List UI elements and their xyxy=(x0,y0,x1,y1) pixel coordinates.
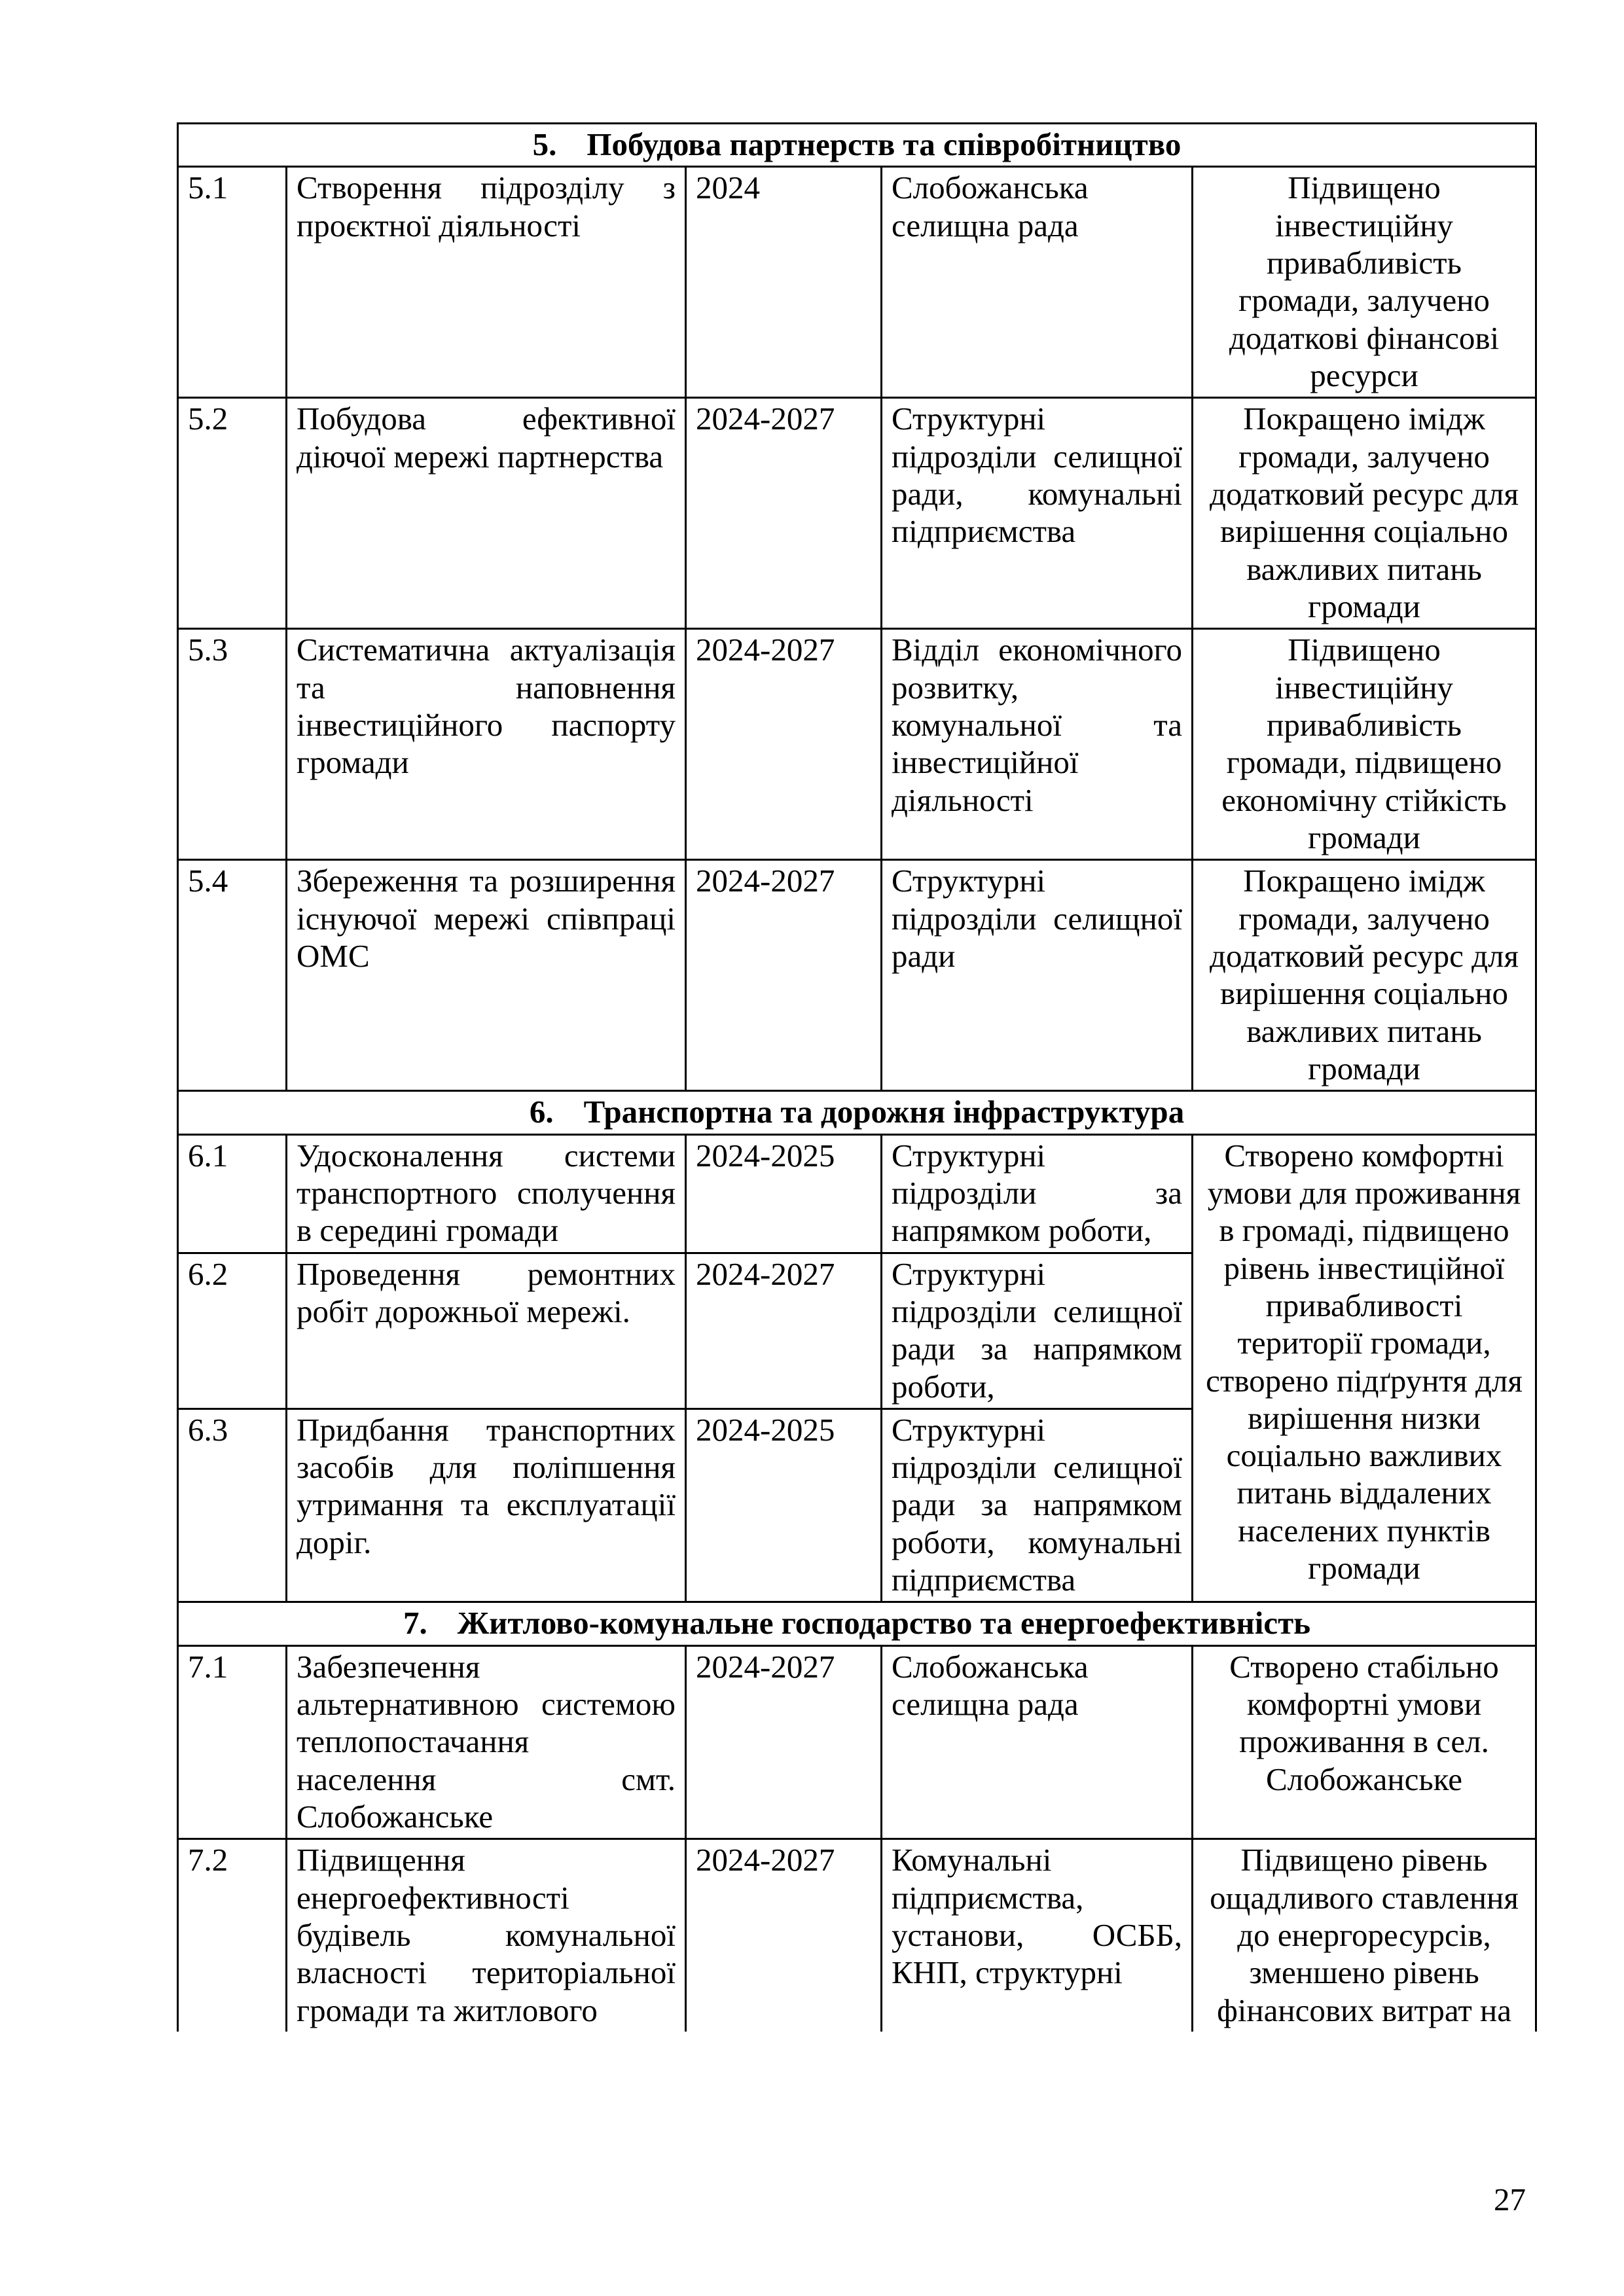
years-cell: 2024-2027 xyxy=(686,629,882,860)
result-cell: Підвищено рівень ощадливого ставлення до енергоресурсів, зменшено рівень фінансових витрат на xyxy=(1193,1839,1536,2032)
result-cell: Підвищено інвестиційну привабливість громади, залучено додаткові фінансові ресурси xyxy=(1193,167,1536,398)
section-title: Транспортна та дорожня інфраструктура xyxy=(583,1094,1185,1130)
table-row xyxy=(178,860,1536,1091)
row-number-cell: 5.3 xyxy=(178,629,287,860)
responsible-cell: Структурні підрозділи селищної ради за напрямком роботи, xyxy=(882,1253,1193,1408)
responsible-cell: Відділ економічного розвитку, комунальної та інвестиційної діяльності xyxy=(882,629,1193,860)
row-number-cell: 6.2 xyxy=(178,1253,287,1408)
action-cell: Забезпечення альтернативною системою теплопостачання населення смт. Слобожанське xyxy=(287,1645,686,1839)
result-cell: Покращено імідж громади, залучено додатковий ресурс для вирішення соціально важливих питань громади xyxy=(1193,860,1536,1091)
row-number-cell: 6.3 xyxy=(178,1408,287,1602)
result-cell-merged: Створено комфортні умови для проживання в громаді, підвищено рівень інвестиційної привабливості території громади, створено підґрунтя для вирішення низки соціально важливих питань віддалених населених пунктів громади xyxy=(1193,1134,1536,1602)
years-cell: 2024-2027 xyxy=(686,1645,882,1839)
row-number-cell: 7.2 xyxy=(178,1839,287,2032)
table-row xyxy=(178,1839,1536,2032)
result-cell: Покращено імідж громади, залучено додатковий ресурс для вирішення соціально важливих питань громади xyxy=(1193,398,1536,629)
action-cell: Проведення ремонтних робіт дорожньої мережі. xyxy=(287,1253,686,1408)
section-header-cell xyxy=(178,1602,1536,1645)
responsible-cell: Слобожанська селищна рада xyxy=(882,167,1193,398)
section-number: 6. xyxy=(529,1094,554,1130)
action-plan-table xyxy=(177,122,1537,2032)
years-cell: 2024-2027 xyxy=(686,1253,882,1408)
responsible-cell: Структурні підрозділи селищної ради за напрямком роботи, комунальні підприємства xyxy=(882,1408,1193,1602)
table-row xyxy=(178,1645,1536,1839)
result-cell: Підвищено інвестиційну привабливість громади, підвищено економічну стійкість громади xyxy=(1193,629,1536,860)
result-cell: Створено стабільно комфортні умови проживання в сел. Слобожанське xyxy=(1193,1645,1536,1839)
years-cell: 2024-2027 xyxy=(686,1839,882,2032)
section-number: 7. xyxy=(403,1605,427,1641)
responsible-cell: Комунальні підприємства, установи, ОСББ, КНП, структурні xyxy=(882,1839,1193,2032)
years-cell: 2024-2027 xyxy=(686,398,882,629)
responsible-cell: Структурні підрозділи селищної ради, комунальні підприємства xyxy=(882,398,1193,629)
section-header-row xyxy=(178,1091,1536,1134)
row-number-cell: 7.1 xyxy=(178,1645,287,1839)
action-cell: Побудова ефективної діючої мережі партнерства xyxy=(287,398,686,629)
years-cell: 2024-2027 xyxy=(686,860,882,1091)
action-cell: Придбання транспортних засобів для поліпшення утримання та експлуатації доріг. xyxy=(287,1408,686,1602)
row-number-cell: 5.1 xyxy=(178,167,287,398)
section-title: Житлово-комунальне господарство та енергоефективність xyxy=(457,1605,1311,1641)
responsible-cell: Слобожанська селищна рада xyxy=(882,1645,1193,1839)
action-cell: Систематична актуалізація та наповнення інвестиційного паспорту громади xyxy=(287,629,686,860)
table-row xyxy=(178,629,1536,860)
row-number-cell: 5.2 xyxy=(178,398,287,629)
row-number-cell: 5.4 xyxy=(178,860,287,1091)
page-number: 27 xyxy=(1494,2181,1526,2217)
table-row xyxy=(178,398,1536,629)
row-number-cell: 6.1 xyxy=(178,1134,287,1253)
section-number: 5. xyxy=(532,126,557,162)
section-title: Побудова партнерств та співробітництво xyxy=(586,126,1182,162)
action-cell: Створення підрозділу з проєктної діяльності xyxy=(287,167,686,398)
section-header-cell xyxy=(178,1091,1536,1134)
years-cell: 2024-2025 xyxy=(686,1134,882,1253)
section-header-row xyxy=(178,124,1536,167)
responsible-cell: Структурні підрозділи селищної ради xyxy=(882,860,1193,1091)
action-cell: Збереження та розширення існуючої мережі співпраці ОМС xyxy=(287,860,686,1091)
table-row xyxy=(178,1134,1536,1253)
table-row xyxy=(178,167,1536,398)
responsible-cell: Структурні підрозділи за напрямком роботи, xyxy=(882,1134,1193,1253)
action-cell: Удосконалення системи транспортного сполучення в середині громади xyxy=(287,1134,686,1253)
years-cell: 2024-2025 xyxy=(686,1408,882,1602)
section-header-row xyxy=(178,1602,1536,1645)
action-cell: Підвищення енергоефективності будівель комунальної власності територіальної громади та житлового xyxy=(287,1839,686,2032)
years-cell: 2024 xyxy=(686,167,882,398)
section-header-cell xyxy=(178,124,1536,167)
